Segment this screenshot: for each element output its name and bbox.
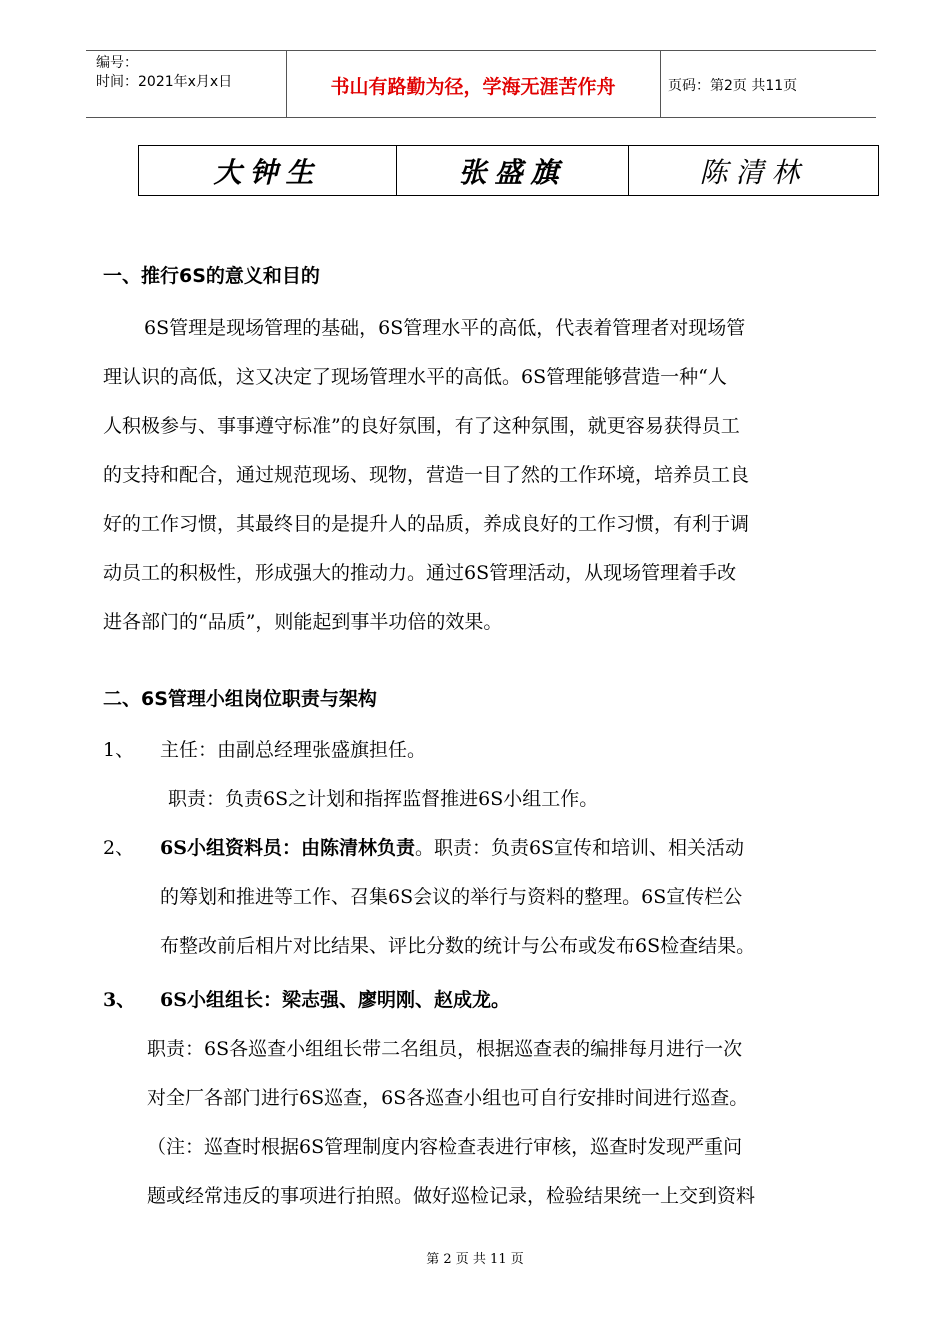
item3-line: （注：巡查时根据6S管理制度内容检查表进行审核，巡查时发现严重问 (147, 1136, 743, 1158)
item2-number: 2、 (103, 837, 135, 859)
time-label: 时间：2021年x月x日 (96, 74, 233, 90)
section1-line: 好的工作习惯，其最终目的是提升人的品质，养成良好的工作习惯，有利于调 (103, 513, 750, 535)
header-top-rule (86, 50, 876, 51)
header-divider-right (660, 50, 661, 118)
page-info: 页码：第2页 共11页 (668, 78, 798, 94)
section1-line: 的支持和配合，通过规范现场、现物，营造一目了然的工作环境，培养员工良 (103, 464, 750, 486)
section1-line: 进各部门的“品质”，则能起到事半功倍的效果。 (103, 611, 503, 633)
section2-heading: 二、6S管理小组岗位职责与架构 (103, 688, 377, 710)
item3-line: 题或经常违反的事项进行拍照。做好巡检记录，检验结果统一上交到资料 (147, 1185, 756, 1207)
item3-bold: 6S小组组长：梁志强、廖明刚、赵成龙。 (160, 989, 510, 1011)
item3-line: 职责：6S各巡查小组组长带二名组员，根据巡查表的编排每月进行一次 (147, 1038, 743, 1060)
item3-number: 3、 (103, 989, 136, 1011)
item2-line3: 布整改前后相片对比结果、评比分数的统计与公布或发布6S检查结果。 (160, 935, 756, 957)
item2-rest: 。职责：负责6S宣传和培训、相关活动 (414, 837, 745, 859)
item2-bold: 6S小组资料员：由陈清林负责 (160, 837, 415, 859)
header-divider-left (286, 50, 287, 118)
header-bottom-rule (86, 117, 876, 118)
section1-line: 理认识的高低，这又决定了现场管理水平的高低。6S管理能够营造一种“人 (103, 366, 727, 388)
item3-line: 对全厂各部门进行6S巡查，6S各巡查小组也可自行安排时间进行巡查。 (147, 1087, 749, 1109)
motto: 书山有路勤为径，学海无涯苦作舟 (330, 76, 616, 98)
section1-line: 6S管理是现场管理的基础，6S管理水平的高低，代表着管理者对现场管 (144, 317, 746, 339)
signature-table (138, 145, 879, 196)
section1-line: 人积极参与、事事遵守标准”的良好氛围，有了这种氛围，就更容易获得员工 (103, 415, 740, 437)
item2-line2: 的筹划和推进等工作、召集6S会议的举行与资料的整理。6S宣传栏公 (160, 886, 743, 908)
signature-2: 张盛旗 (397, 146, 629, 195)
signature-3: 陈清林 (699, 155, 808, 189)
number-label: 编号： (96, 55, 138, 71)
item1-text: 主任：由副总经理张盛旗担任。 (160, 739, 427, 761)
signature-1: 大钟生 (139, 146, 397, 195)
item1-number: 1、 (103, 739, 135, 761)
item1-duty: 职责：负责6S之计划和指挥监督推进6S小组工作。 (168, 788, 599, 810)
section1-heading: 一、推行6S的意义和目的 (103, 265, 320, 287)
page-footer: 第 2 页 共 11 页 (426, 1252, 524, 1267)
item2-line1 (160, 833, 744, 860)
section1-line: 动员工的积极性，形成强大的推动力。通过6S管理活动，从现场管理着手改 (103, 562, 737, 584)
